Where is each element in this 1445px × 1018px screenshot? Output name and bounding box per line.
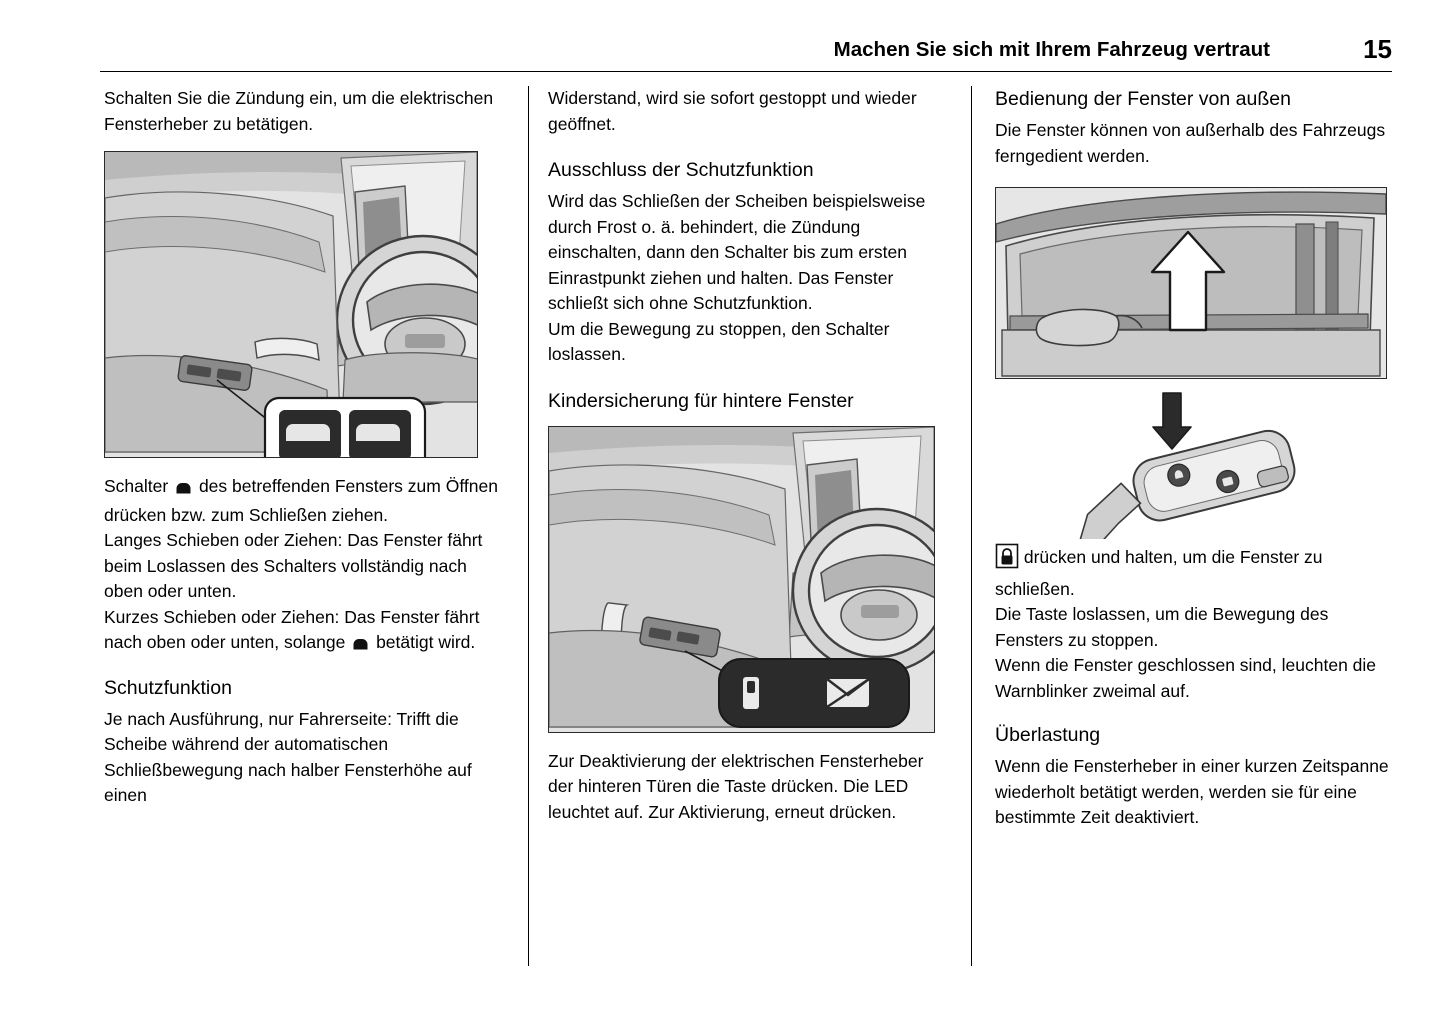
bedienung-paragraph: Die Fenster können von außerhalb des Fahrzeugs ferngedient werden.: [995, 120, 1386, 166]
figure-3-graphic: [996, 188, 1386, 378]
switch-paragraph-pre: Schalter: [104, 476, 169, 496]
intro-paragraph: Schalten Sie die Zündung ein, um die elektrischen Fensterheber zu betätigen.: [104, 88, 494, 134]
warnblinker-paragraph: Wenn die Fenster geschlossen sind, leuchten die Warnblinker zweimal auf.: [995, 655, 1377, 701]
window-switch-icon: [173, 477, 194, 503]
continued-paragraph: Widerstand, wird sie sofort gestoppt und wieder geöffnet.: [548, 88, 917, 134]
short-press-post: betätigt wird.: [376, 632, 476, 652]
figure-key-fob: [995, 389, 1385, 539]
switch-paragraph-post: des betreffenden Fensters zum Öffnen drücken bzw. zum Schließen ziehen.: [104, 476, 498, 525]
ausschluss-paragraph: Wird das Schließen der Scheiben beispielsweise durch Frost o. ä. behindert, die Zündung einschalten, dann den Schalter bis zum ersten Einrastpunkt ziehen und halten. Das Fenster schließt sich ohne Schutzfunktion.: [548, 191, 926, 313]
schutzfunktion-paragraph: Je nach Ausführung, nur Fahrerseite: Trifft die Scheibe während der automatischen Schließbewegung nach halber Fensterhöhe auf einen: [104, 708, 472, 805]
figure-4-graphic: [995, 389, 1385, 539]
short-press-paragraph: [104, 605, 504, 659]
page-number: 15: [1363, 34, 1392, 64]
column-3: [995, 86, 1395, 831]
lock-paragraph-text: drücken und halten, um die Fenster zu schließen.: [995, 547, 1323, 599]
lock-paragraph: [995, 543, 1395, 602]
page-title: Machen Sie sich mit Ihrem Fahrzeug vertraut: [833, 38, 1270, 61]
column-2: [548, 86, 948, 825]
column-divider-1: [528, 86, 529, 966]
ueberlastung-paragraph: Wenn die Fensterheber in einer kurzen Zeitspanne wiederholt betätigt werden, werden sie für eine bestimmte Zeit deaktiviert.: [995, 756, 1389, 827]
figure-2-graphic: [549, 427, 934, 732]
heading-kindersicherung: Kindersicherung für hintere Fenster: [548, 389, 854, 412]
window-switch-icon: [350, 633, 371, 659]
switch-paragraph: [104, 474, 504, 528]
figure-interior-window-switches: [104, 151, 478, 458]
figure-side-window: [995, 187, 1387, 379]
column-divider-2: [971, 86, 972, 966]
long-press-paragraph: Langes Schieben oder Ziehen: Das Fenster fährt beim Loslassen des Schalters vollständig nach oben oder unten.: [104, 530, 483, 601]
figure-1-graphic: [105, 152, 477, 457]
figure-child-lock: [548, 426, 935, 733]
heading-schutzfunktion: Schutzfunktion: [104, 676, 232, 699]
header-divider: [100, 71, 1392, 72]
heading-bedienung: Bedienung der Fenster von außen: [995, 88, 1291, 110]
deaktivierung-paragraph: Zur Deaktivierung der elektrischen Fensterheber der hinteren Türen die Taste drücken. Die LED leuchtet auf. Zur Aktivierung, erneut drücken.: [548, 750, 924, 822]
taste-paragraph: Die Taste loslassen, um die Bewegung des Fensters zu stoppen.: [995, 604, 1329, 650]
short-press-pre: Kurzes Schieben oder Ziehen: Das Fenster fährt nach oben oder unten, solange: [104, 606, 480, 652]
heading-ausschluss: Ausschluss der Schutzfunktion: [548, 159, 814, 181]
lock-key-icon: [995, 543, 1019, 577]
stoppen-paragraph: Um die Bewegung zu stoppen, den Schalter loslassen.: [548, 318, 890, 364]
heading-ueberlastung: Überlastung: [995, 724, 1101, 746]
column-1: [104, 86, 504, 809]
page-header: [100, 34, 1392, 78]
